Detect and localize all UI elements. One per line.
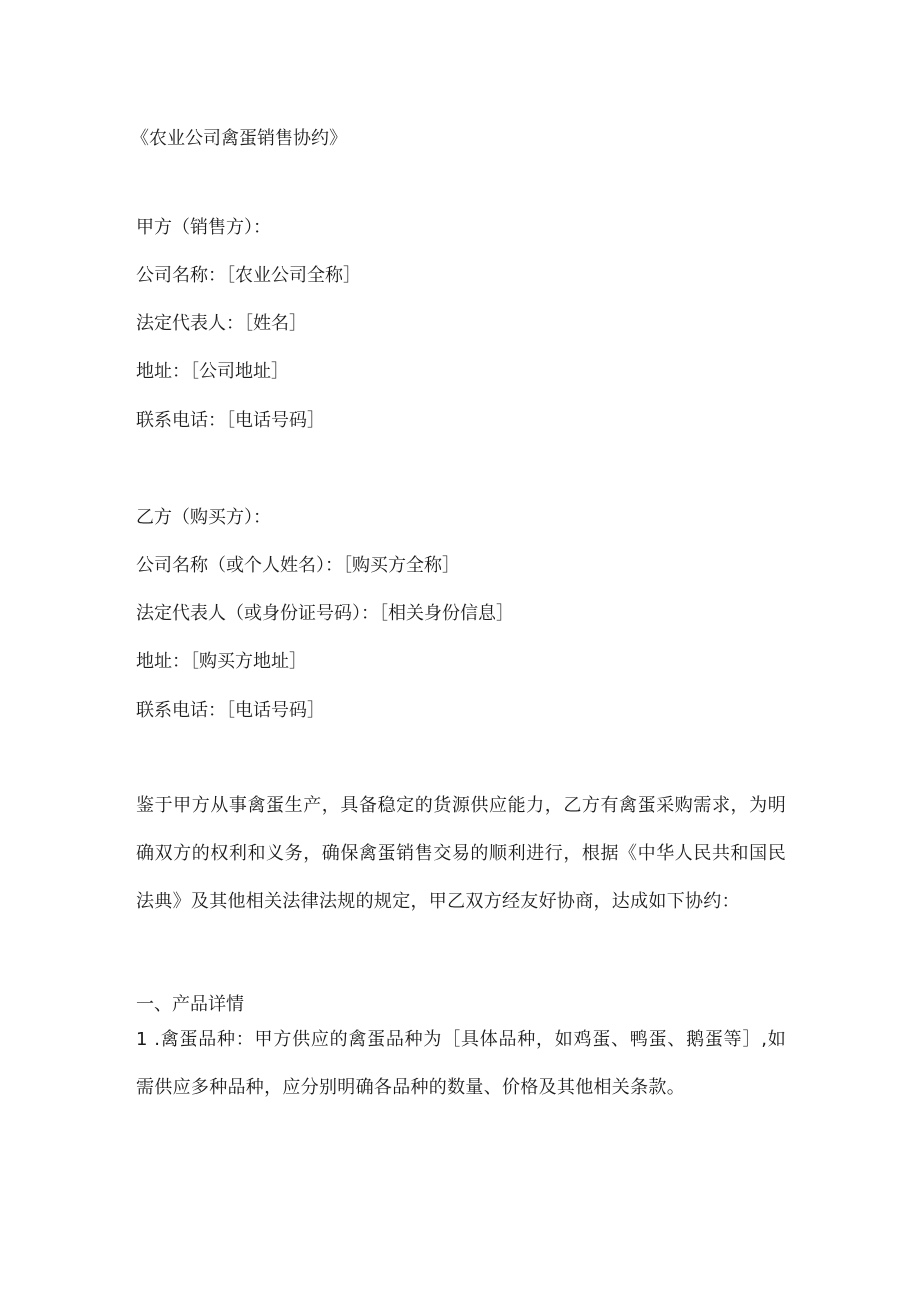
party-b-representative: 法定代表人（或身份证号码）：［相关身份信息］ [136,603,514,624]
document-title: 《农业公司禽蛋销售协约》 [131,128,347,149]
party-b-company: 公司名称（或个人姓名）：［购买方全称］ [136,555,460,576]
party-b-address: 地址：［购买方地址］ [136,651,307,672]
party-a-company: 公司名称：［农业公司全称］ [136,265,361,286]
party-a-phone: 联系电话：［电话号码］ [136,410,325,431]
party-a-address: 地址：［公司地址］ [136,361,289,382]
party-a-representative: 法定代表人：［姓名］ [136,313,307,334]
party-b-heading: 乙方（购买方）： [136,507,271,528]
party-a-heading: 甲方（销售方）： [136,217,271,238]
section-1-heading: 一、产品详情 [136,994,244,1015]
party-b-phone: 联系电话：［电话号码］ [136,700,325,721]
section-1-item-1: 1 .禽蛋品种：甲方供应的禽蛋品种为［具体品种，如鸡蛋、鸭蛋、鹅蛋等］,如需供应多种品种，应分别明确各品种的数量、价格及其他相关条款。 [136,1029,786,1098]
preamble-paragraph: 鉴于甲方从事禽蛋生产，具备稳定的货源供应能力，乙方有禽蛋采购需求，为明确双方的权利和义务，确保禽蛋销售交易的顺利进行，根据《中华人民共和国民法典》及其他相关法律法规的规定，甲乙双方经友好协商，达成如下协约： [136,795,786,912]
